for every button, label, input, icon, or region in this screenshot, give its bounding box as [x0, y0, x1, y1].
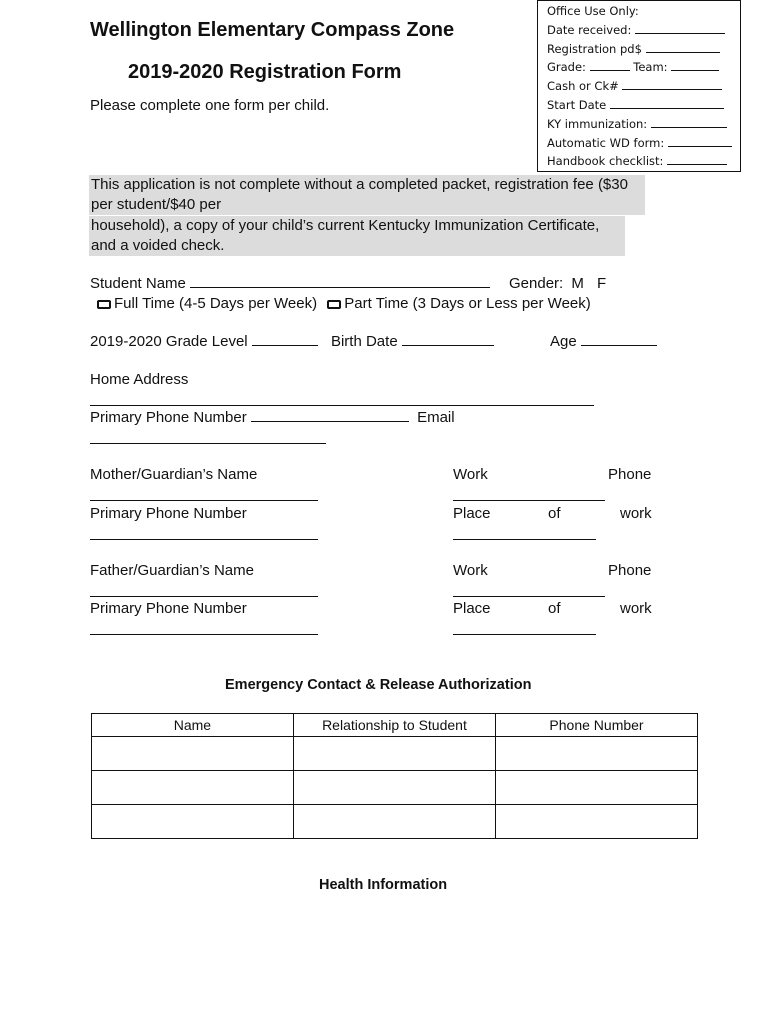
- father-of-label: of: [548, 600, 561, 617]
- emergency-relationship-cell[interactable]: [293, 805, 495, 839]
- office-registration-field[interactable]: [646, 41, 720, 53]
- mother-primary-phone-field[interactable]: [90, 539, 318, 540]
- father-place-of-work-field[interactable]: [453, 634, 596, 635]
- father-primary-phone-field[interactable]: [90, 634, 318, 635]
- mother-name-field[interactable]: [90, 500, 318, 501]
- office-start-date-label: Start Date: [547, 97, 607, 112]
- mother-work-label: Work: [453, 466, 488, 483]
- mother-work-phone-field[interactable]: [453, 500, 605, 501]
- emergency-phone-cell[interactable]: [496, 805, 698, 839]
- table-row: [92, 771, 698, 805]
- emergency-phone-cell[interactable]: [496, 737, 698, 771]
- notice-line-2: household), a copy of your child’s current Kentucky Immunization Certificate, and a voided check.: [89, 216, 625, 256]
- email-field[interactable]: [90, 443, 326, 444]
- office-grade-field[interactable]: [590, 59, 630, 71]
- age-label: Age: [550, 333, 577, 350]
- part-time-label: Part Time (3 Days or Less per Week): [344, 295, 591, 312]
- emergency-col-name: Name: [92, 714, 294, 737]
- office-cash-field[interactable]: [622, 78, 722, 90]
- office-date-received-field[interactable]: [635, 22, 725, 34]
- birth-date-label: Birth Date: [330, 333, 398, 350]
- mother-primary-phone-label: Primary Phone Number: [90, 505, 247, 522]
- mother-place-of-work-field[interactable]: [453, 539, 596, 540]
- full-time-label: Full Time (4-5 Days per Week): [114, 295, 318, 312]
- student-name-field[interactable]: [190, 275, 490, 288]
- full-time-checkbox[interactable]: [97, 300, 111, 309]
- grade-level-label: 2019-2020 Grade Level: [90, 333, 248, 350]
- birth-date-field[interactable]: [402, 333, 494, 346]
- office-grade-label: Grade:: [547, 60, 586, 75]
- home-address-field[interactable]: [90, 405, 594, 406]
- emergency-contact-table: [91, 713, 698, 839]
- grade-level-field[interactable]: [252, 333, 318, 346]
- office-use-box: [537, 0, 741, 172]
- mother-phone-label: Phone: [608, 466, 652, 483]
- table-row: [92, 737, 698, 771]
- student-phone-field[interactable]: [251, 409, 409, 422]
- emergency-name-cell[interactable]: [92, 771, 294, 805]
- father-work-phone-field[interactable]: [453, 596, 605, 597]
- part-time-checkbox[interactable]: [327, 300, 341, 309]
- office-title: Office Use Only:: [547, 4, 639, 18]
- father-work-label: Work: [453, 562, 488, 579]
- office-ky-immunization-label: KY immunization:: [547, 116, 648, 131]
- mother-work2-label: work: [620, 505, 652, 522]
- office-start-date-field[interactable]: [610, 97, 724, 109]
- mother-name-label: Mother/Guardian’s Name: [90, 466, 258, 483]
- emergency-relationship-cell[interactable]: [293, 771, 495, 805]
- office-auto-wd-label: Automatic WD form:: [547, 135, 665, 150]
- office-date-received-label: Date received:: [547, 22, 632, 37]
- gender-label: Gender:: [509, 275, 564, 292]
- father-place-label: Place: [453, 600, 491, 617]
- form-instruction: Please complete one form per child.: [90, 97, 330, 114]
- table-row: [92, 805, 698, 839]
- emergency-name-cell[interactable]: [92, 805, 294, 839]
- emergency-col-relationship: Relationship to Student: [293, 714, 495, 737]
- emergency-relationship-cell[interactable]: [293, 737, 495, 771]
- office-team-field[interactable]: [671, 59, 719, 71]
- student-phone-label: Primary Phone Number: [90, 409, 247, 426]
- father-phone-label: Phone: [608, 562, 652, 579]
- emergency-phone-cell[interactable]: [496, 771, 698, 805]
- health-heading: Health Information: [319, 877, 448, 893]
- gender-m-option[interactable]: M: [571, 275, 584, 292]
- student-name-label: Student Name: [90, 275, 186, 292]
- mother-of-label: of: [548, 505, 561, 522]
- gender-f-option[interactable]: F: [597, 275, 607, 292]
- office-team-label: Team:: [633, 60, 668, 75]
- school-title: Wellington Elementary Compass Zone: [90, 19, 455, 41]
- office-registration-label: Registration pd$: [547, 41, 642, 56]
- father-work2-label: work: [620, 600, 652, 617]
- office-cash-label: Cash or Ck#: [547, 79, 619, 94]
- office-handbook-label: Handbook checklist:: [547, 154, 664, 169]
- form-title: 2019-2020 Registration Form: [128, 61, 402, 83]
- mother-place-label: Place: [453, 505, 491, 522]
- emergency-col-phone: Phone Number: [496, 714, 698, 737]
- office-handbook-field[interactable]: [667, 153, 727, 165]
- emergency-heading: Emergency Contact & Release Authorization: [225, 677, 532, 693]
- office-auto-wd-field[interactable]: [668, 135, 732, 147]
- email-label: Email: [417, 409, 455, 426]
- emergency-name-cell[interactable]: [92, 737, 294, 771]
- age-field[interactable]: [581, 333, 657, 346]
- father-primary-phone-label: Primary Phone Number: [90, 600, 247, 617]
- father-name-label: Father/Guardian’s Name: [90, 562, 254, 579]
- office-ky-immunization-field[interactable]: [651, 116, 727, 128]
- father-name-field[interactable]: [90, 596, 318, 597]
- home-address-label: Home Address: [90, 371, 189, 388]
- notice-line-1: This application is not complete without a completed packet, registration fee ($30 per student/$40 per: [89, 175, 645, 215]
